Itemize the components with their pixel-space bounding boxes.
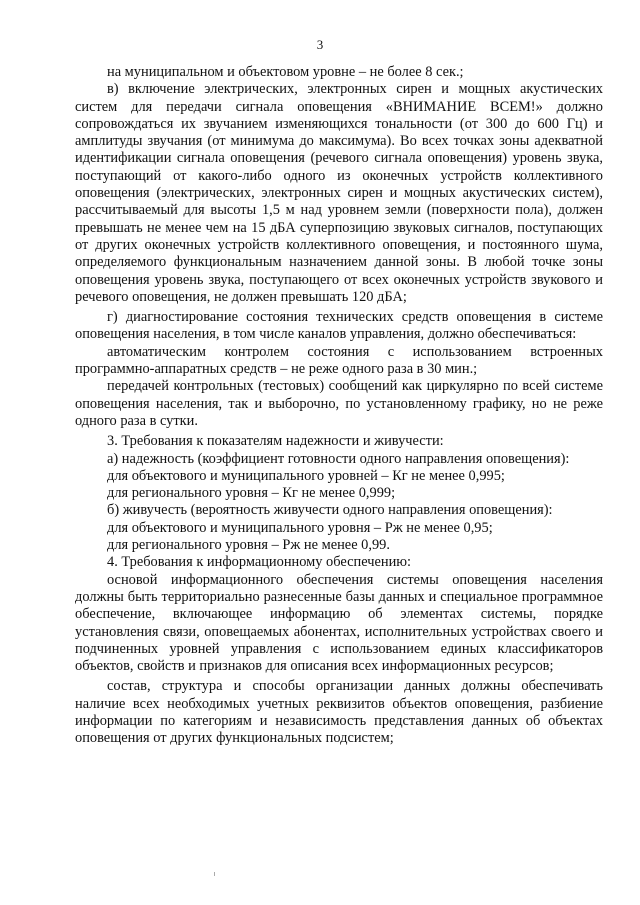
- paragraph-information-basis: основой информационного обеспечения системы оповещения населения должны быть территориально разнесенные базы данных и специальное программное обеспечение, включающее информацию об элементах системы, порядке установления связи, оповещаемых абонентах, исполнительных устройствах своего и подчиненных уровней управления с использованием единых классификаторов объектов, свойств и признаков для описания всех информационных ресурсов;: [75, 571, 603, 675]
- paragraph-diagnostics: г) диагностирование состояния технических средств оповещения в системе оповещения населения, в том числе каналов управления, должно обеспечиваться:: [75, 309, 603, 343]
- scan-artifact: [214, 872, 215, 876]
- paragraph-survivability-municipal: для объектового и муниципального уровня – Рж не менее 0,95;: [107, 519, 493, 536]
- heading-reliability: 3. Требования к показателям надежности и живучести:: [107, 433, 444, 450]
- paragraph-test-messages: передачей контрольных (тестовых) сообщений как циркулярно по всей системе оповещения населения, так и выборочно, по установленному графику, но не реже одного раза в сутки.: [75, 378, 603, 429]
- document-body: [75, 64, 603, 748]
- paragraph-municipal-time: на муниципальном и объектовом уровне – не более 8 сек.;: [107, 64, 464, 80]
- paragraph-reliability-municipal: для объектового и муниципального уровней – Кг не менее 0,995;: [107, 467, 505, 484]
- heading-information-support: 4. Требования к информационному обеспечению:: [107, 554, 412, 571]
- paragraph-reliability: а) надежность (коэффициент готовности одного направления оповещения):: [107, 450, 570, 467]
- paragraph-reliability-regional: для регионального уровня – Кг не менее 0,999;: [107, 485, 396, 502]
- paragraph-survivability: б) живучесть (вероятность живучести одного направления оповещения):: [107, 502, 553, 519]
- paragraph-sirens: в) включение электрических, электронных сирен и мощных акустических систем для передачи сигнала оповещения «ВНИМАНИЕ ВСЕМ!» должно сопровождаться их звучанием изменяющихся тональности (от 300 до 600 Гц) и амплитуды звучания (от минимума до максимума). Во всех точках зоны адекватной идентификации сигнала оповещения (речевого сигнала оповещения) уровень звука, поступающий от какого-либо одного из оконечных устройств коллективного оповещения (электрических, электронных сирен и мощных акустических систем), рассчитываемый для высоты 1,5 м над уровнем земли (поверхности пола), должен превышать не менее чем на 15 дБА суперпозицию звуковых сигналов, поступающих от других оконечных устройств коллективного оповещения, и постоянного шума, определяемого функциональным назначением данной зоны. В любой точке зоны оповещения уровень звука, поступающего от всех оконечных устройств звукового и речевого оповещения, не должен превышать 120 дБА;: [75, 81, 603, 305]
- paragraph-survivability-regional: для регионального уровня – Рж не менее 0,99.: [107, 537, 390, 554]
- paragraph-data-organization: состав, структура и способы организации данных должны обеспечивать наличие всех необходимых учетных реквизитов объектов оповещения, разбиение информации по категориям и независимость представления данных об объектах оповещения от других функциональных подсистем;: [75, 678, 603, 747]
- paragraph-auto-control: автоматическим контролем состояния с использованием встроенных программно-аппаратных средств – не реже одного раза в 30 мин.;: [75, 343, 603, 378]
- page-number: 3: [316, 37, 324, 52]
